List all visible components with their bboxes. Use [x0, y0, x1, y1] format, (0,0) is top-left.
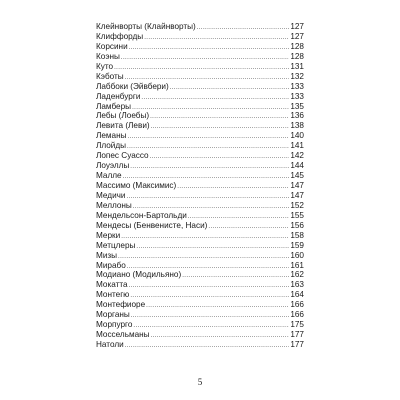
toc-entry-title: Монтегю [96, 290, 130, 300]
toc-entry [96, 131, 304, 141]
dot-leader [177, 183, 289, 193]
dot-leader [121, 54, 289, 64]
dot-leader [114, 64, 289, 74]
toc-entry-title: Корсини [96, 41, 128, 51]
toc-entry-page: 147 [290, 181, 304, 190]
toc-entry [96, 191, 304, 201]
toc-entry [96, 52, 304, 62]
toc-entry-page: 140 [290, 131, 304, 141]
dot-leader [129, 44, 290, 54]
toc-entry-page: 166 [290, 300, 304, 310]
dot-leader [150, 153, 290, 163]
toc-entry [96, 290, 304, 300]
dot-leader [170, 84, 290, 94]
toc-entry-page: 131 [290, 61, 304, 71]
dot-leader [144, 34, 289, 44]
dot-leader [132, 104, 289, 114]
toc-entry-title: Клейнворты (Клайнворты) [96, 22, 196, 31]
toc-entry [96, 241, 304, 251]
toc-entry-title: Медичи [96, 190, 126, 200]
toc-entry-title: Мендесы (Бенвенисте, Наси) [96, 220, 208, 230]
toc-entry-title: Коэны [96, 51, 120, 61]
toc-entry-title: Мизы [96, 250, 118, 260]
toc-entry-page: 177 [290, 330, 304, 340]
dot-leader [129, 282, 290, 292]
toc-entry-title: Куто [96, 61, 114, 71]
toc-entry [96, 330, 304, 340]
dot-leader [150, 113, 289, 123]
toc-entry-page: 144 [290, 161, 304, 171]
toc-entry-page: 175 [290, 320, 304, 330]
toc-entry-title: Малле [96, 171, 122, 181]
dot-leader [141, 94, 289, 104]
toc-entry-page: 135 [290, 101, 304, 111]
toc-entry-title: Мокатта [96, 280, 128, 290]
toc-entry-page: 138 [290, 121, 304, 131]
toc-entry [96, 32, 304, 42]
dot-leader [197, 24, 290, 34]
toc-entry-title: Метцлеры [96, 240, 136, 250]
toc-entry [96, 270, 304, 280]
toc-entry-title: Моссельманы [96, 330, 150, 340]
dot-leader [125, 342, 290, 352]
toc-entry [96, 22, 304, 32]
toc-entry [96, 141, 304, 151]
toc-entry-title: Левита (Леви) [96, 121, 150, 131]
toc-entry [96, 280, 304, 290]
toc-entry-page: 128 [290, 41, 304, 51]
toc-entry-page: 166 [290, 310, 304, 320]
dot-leader [131, 312, 290, 322]
toc-entry [96, 320, 304, 330]
toc-entry-page: 158 [290, 230, 304, 240]
toc-entry [96, 121, 304, 131]
toc-entry-page: 128 [290, 51, 304, 61]
table-of-contents [96, 22, 304, 350]
toc-entry-title: Мирабо [96, 260, 126, 270]
toc-entry [96, 231, 304, 241]
dot-leader [128, 133, 290, 143]
toc-entry [96, 82, 304, 92]
toc-entry-page: 177 [290, 340, 304, 349]
toc-entry [96, 211, 304, 221]
dot-leader [151, 123, 290, 133]
toc-entry-title: Ллойды [96, 141, 127, 151]
dot-leader [146, 302, 289, 312]
toc-entry-title: Морпурго [96, 320, 133, 330]
toc-entry [96, 111, 304, 121]
toc-entry [96, 171, 304, 181]
toc-entry-title: Ладенбурги [96, 91, 141, 101]
toc-entry-page: 127 [290, 31, 304, 41]
toc-entry [96, 251, 304, 261]
toc-entry-title: Лопес Суассо [96, 151, 149, 161]
toc-entry-title: Кэботы [96, 71, 124, 81]
toc-entry-page: 155 [290, 210, 304, 220]
toc-entry [96, 261, 304, 271]
toc-entry-page: 133 [290, 81, 304, 91]
toc-entry [96, 62, 304, 72]
toc-entry [96, 151, 304, 161]
page-number: 5 [197, 377, 203, 387]
toc-entry-page: 127 [290, 22, 304, 31]
dot-leader [121, 233, 289, 243]
toc-entry [96, 310, 304, 320]
toc-entry-page: 161 [290, 260, 304, 270]
toc-entry-title: Натоли [96, 340, 124, 349]
toc-entry-page: 132 [290, 71, 304, 81]
toc-entry [96, 72, 304, 82]
toc-entry-title: Леманы [96, 131, 127, 141]
toc-entry-page: 145 [290, 171, 304, 181]
toc-entry-title: Монтефиоре [96, 300, 146, 310]
toc-entry-title: Мендельсон-Бартольди [96, 210, 187, 220]
dot-leader [136, 243, 289, 253]
dot-leader [151, 332, 290, 342]
toc-entry-title: Лоуэллы [96, 161, 130, 171]
toc-entry-title: Лебы (Лоебы) [96, 111, 150, 121]
toc-entry-page: 142 [290, 151, 304, 161]
toc-entry [96, 42, 304, 52]
toc-entry-page: 164 [290, 290, 304, 300]
dot-leader [118, 253, 289, 263]
toc-entry-page: 159 [290, 240, 304, 250]
toc-entry-page: 163 [290, 280, 304, 290]
toc-entry-page: 136 [290, 111, 304, 121]
dot-leader [127, 143, 289, 153]
toc-entry-page: 147 [290, 190, 304, 200]
toc-entry-title: Лаббоки (Эйвбери) [96, 81, 169, 91]
toc-entry-page: 152 [290, 200, 304, 210]
toc-entry [96, 221, 304, 231]
toc-entry-page: 141 [290, 141, 304, 151]
toc-entry [96, 201, 304, 211]
toc-entry [96, 102, 304, 112]
toc-entry [96, 340, 304, 350]
toc-entry-title: Ламберы [96, 101, 132, 111]
dot-leader [208, 223, 289, 233]
toc-entry-page: 162 [290, 270, 304, 280]
toc-entry-page: 156 [290, 220, 304, 230]
dot-leader [130, 292, 289, 302]
dot-leader [133, 322, 289, 332]
toc-entry-page: 160 [290, 250, 304, 260]
toc-entry-title: Массимо (Максимис) [96, 181, 177, 190]
dot-leader [126, 193, 289, 203]
toc-entry-title: Морганы [96, 310, 130, 320]
dot-leader [182, 272, 289, 282]
toc-entry [96, 181, 304, 191]
toc-entry [96, 92, 304, 102]
toc-entry-title: Клиффорды [96, 31, 144, 41]
toc-entry [96, 300, 304, 310]
toc-entry-title: Модиано (Модильяно) [96, 270, 182, 280]
toc-entry [96, 161, 304, 171]
toc-entry-title: Меллоны [96, 200, 132, 210]
dot-leader [130, 163, 289, 173]
toc-entry-page: 133 [290, 91, 304, 101]
toc-entry-title: Мерки [96, 230, 121, 240]
